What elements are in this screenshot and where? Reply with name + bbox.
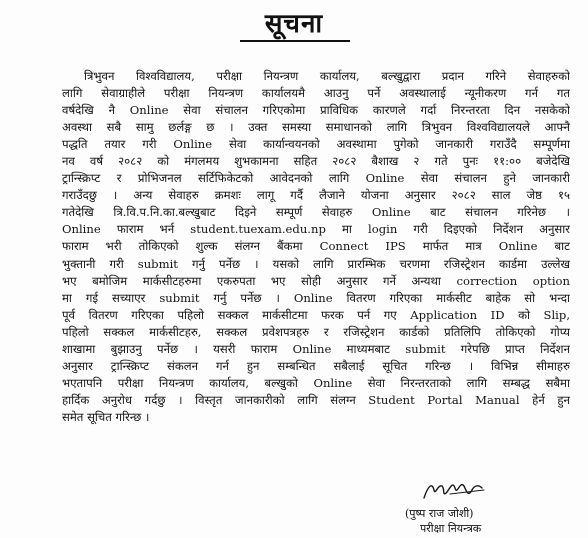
body-line: गतेदेखि त्रि.वि.प.नि.का.बल्खुबाट दिइने सम्पूर्ण सेवाहरु Online बाट संचालन गरिनेछ । <box>62 205 570 220</box>
body-line: गराउँदछु । अन्य सेवाहरु क्रमशः लागू गर्दै लैजाने योजना अनुसार २०८२ साल जेष्ठ १५ <box>62 188 570 203</box>
body-line: फाराम भरी तोकिएको शुल्क संलग्न बैंकमा Connect IPS मार्फत मात्र Online बाट <box>62 239 570 254</box>
body-line: भुक्तानी गरी submit गर्नु पर्नेछ । यसको लागि प्रारम्भिक चरणमा रजिस्ट्रेशन कार्डमा उल्लेख <box>62 256 570 271</box>
body-line: भए बमोजिम मार्कसीटहरुमा एकरुपता भए सोही अनुसार गर्ने अन्यथा correction option <box>62 273 570 288</box>
signatory-name: (पुष्प राज जोशी) <box>405 507 474 520</box>
notice-title: सूचना <box>264 9 324 39</box>
body-line: लागि सेवाग्राहीले परीक्षा नियन्त्रण कार्यालयमै आउनु पर्ने अवस्थालाई न्यूनीकरण गर्न गत <box>62 86 570 101</box>
body-line: नव वर्ष २०८२ को मंगलमय शुभकामना सहित २०८२ बैशाख २ गते पुनः ११:०० बजेदेखि <box>62 154 570 169</box>
body-line: मा गई सच्याएर submit गर्नु पर्नेछ । Online वितरण गरिएका मार्कसीट बाहेक सो भन्दा <box>62 290 570 305</box>
body-line: पूर्व वितरण गरिएका पहिलो सक्कल मार्कसीटमा फरक पर्न गए Application ID को Slip, <box>62 307 570 322</box>
handwritten-signature <box>420 476 490 506</box>
body-line: समेत सूचित गरिन्छ । <box>62 409 150 424</box>
signatory-title: परीक्षा नियन्त्रक <box>420 522 482 535</box>
body-line: पहिलो सक्कल मार्कसीटहरु, सक्कल प्रवेशपत्रहरु र रजिस्ट्रेशन कार्डको प्रतिलिपि तोकिएको गोप्य <box>62 324 570 339</box>
title-underline <box>240 40 350 42</box>
body-line: भएतापनि परीक्षा नियन्त्रण कार्यालय, बल्खुको Online सेवा निरन्तरताको लागि सम्बद्ध सबैमा <box>62 375 570 390</box>
body-line: ट्रान्स्क्रिप्ट र प्रोभिजनल सर्टिफिकेटको आवेदनको लागि Online सेवा संचालन हुने जानकारी <box>62 171 570 186</box>
body-line: त्रिभुवन विश्वविद्यालय, परीक्षा नियन्त्रण कार्यालय, बल्खुद्वारा प्रदान गरिने सेवाहरुको <box>84 69 570 83</box>
body-line: शाखामा बुझाउनु पर्नेछ । यसरी फाराम Online माध्यमबाट submit गरेपछि प्राप्त निर्देशन <box>62 341 570 356</box>
body-line: Online फाराम भर्न student.tuexam.edu.np मा login गरी दिइएको निर्देशन अनुसार <box>62 222 570 237</box>
notice-body <box>62 68 570 426</box>
body-line: वर्षदेखि नै Online सेवा संचालन गरिएकोमा प्राविधिक कारणले गर्दा निरन्तरता दिन नसकेको <box>62 103 570 118</box>
body-line: अवस्था सबै सामु छर्लङ्ग छ । उक्त समस्या समाधानको लागि त्रिभुवन विश्वविद्यालयले आफ्नै <box>62 120 570 135</box>
body-line: हार्दिक अनुरोध गर्दछु । विस्तृत जानकारीको लागि संलग्न Student Portal Manual हेर्न हुन <box>62 392 570 407</box>
body-line: अनुसार ट्रान्स्क्रिप्ट संकलन गर्न हुन सम्बन्धित सबैलाई सूचित गरिन्छ । विभिन्न सीमाहरु <box>62 358 570 373</box>
body-line: पद्धति तयार गरी Online सेवा कार्यान्वयनको अवस्थामा पुगेको जानकारी गराउँदै सम्पूर्णमा <box>62 137 570 152</box>
